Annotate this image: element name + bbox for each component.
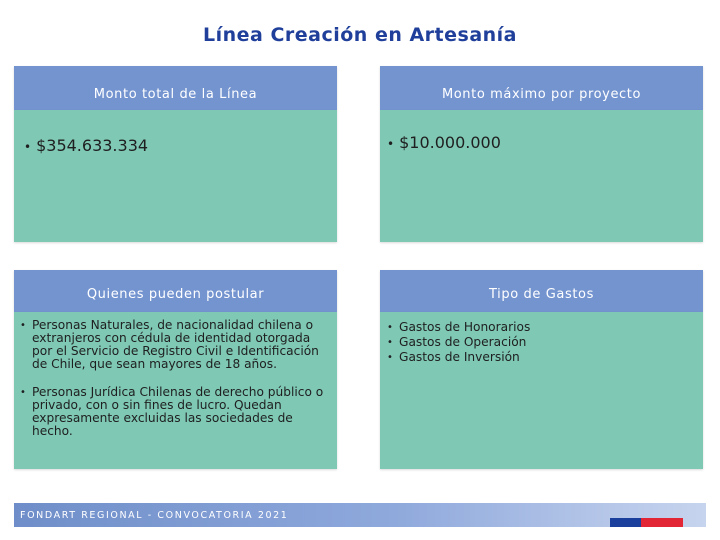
bullet-icon: • <box>24 140 32 154</box>
list-item <box>20 386 329 438</box>
list-item <box>20 319 329 371</box>
card-monto-total <box>14 66 337 242</box>
bullet-icon: • <box>20 320 26 331</box>
bullet-icon: • <box>387 337 393 348</box>
list-item-text: Gastos de Honorarios <box>399 320 531 334</box>
monto-total-value: $354.633.334 <box>36 136 149 155</box>
list-item <box>387 335 695 350</box>
list-item <box>387 320 695 335</box>
list-item <box>387 350 695 365</box>
card-header-quienes-postular: Quienes pueden postular <box>14 270 337 312</box>
list-item <box>380 110 703 152</box>
card-monto-maximo <box>380 66 703 242</box>
card-header-monto-total: Monto total de la Línea <box>14 66 337 110</box>
card-quienes-postular <box>14 270 337 469</box>
footer-text: FONDART REGIONAL - CONVOCATORIA 2021 <box>20 510 289 521</box>
list-item-text: Personas Naturales, de nacionalidad chilena o extranjeros con cédula de identidad otorgada por el Servicio de Registro Civil e Identificación de Chile, que sean mayores de 18 años. <box>32 318 319 371</box>
bullet-icon: • <box>387 322 393 333</box>
card-body-tipo-gastos <box>380 312 703 469</box>
footer-bar <box>14 503 706 527</box>
flag-icon <box>610 518 641 527</box>
slide-title: Línea Creación en Artesanía <box>202 24 518 46</box>
bullet-icon: • <box>20 387 26 398</box>
gastos-list <box>380 312 703 365</box>
bullet-icon: • <box>387 352 393 363</box>
card-body-monto-total <box>14 110 337 242</box>
card-tipo-gastos <box>380 270 703 469</box>
list-item-text: Gastos de Operación <box>399 335 527 349</box>
card-body-quienes-postular <box>14 312 337 469</box>
card-body-monto-maximo <box>380 110 703 242</box>
list-item <box>14 110 337 155</box>
monto-maximo-value: $10.000.000 <box>399 133 501 152</box>
list-item-text: Gastos de Inversión <box>399 350 520 364</box>
list-item-text: Personas Jurídica Chilenas de derecho público o privado, con o sin fines de lucro. Quedan expresamente excluidas las sociedades de hecho. <box>32 385 324 438</box>
card-header-tipo-gastos: Tipo de Gastos <box>380 270 703 312</box>
flag-stripe-red <box>641 518 683 527</box>
card-header-monto-maximo: Monto máximo por proyecto <box>380 66 703 110</box>
postulantes-list <box>14 312 337 438</box>
bullet-icon: • <box>387 137 395 151</box>
